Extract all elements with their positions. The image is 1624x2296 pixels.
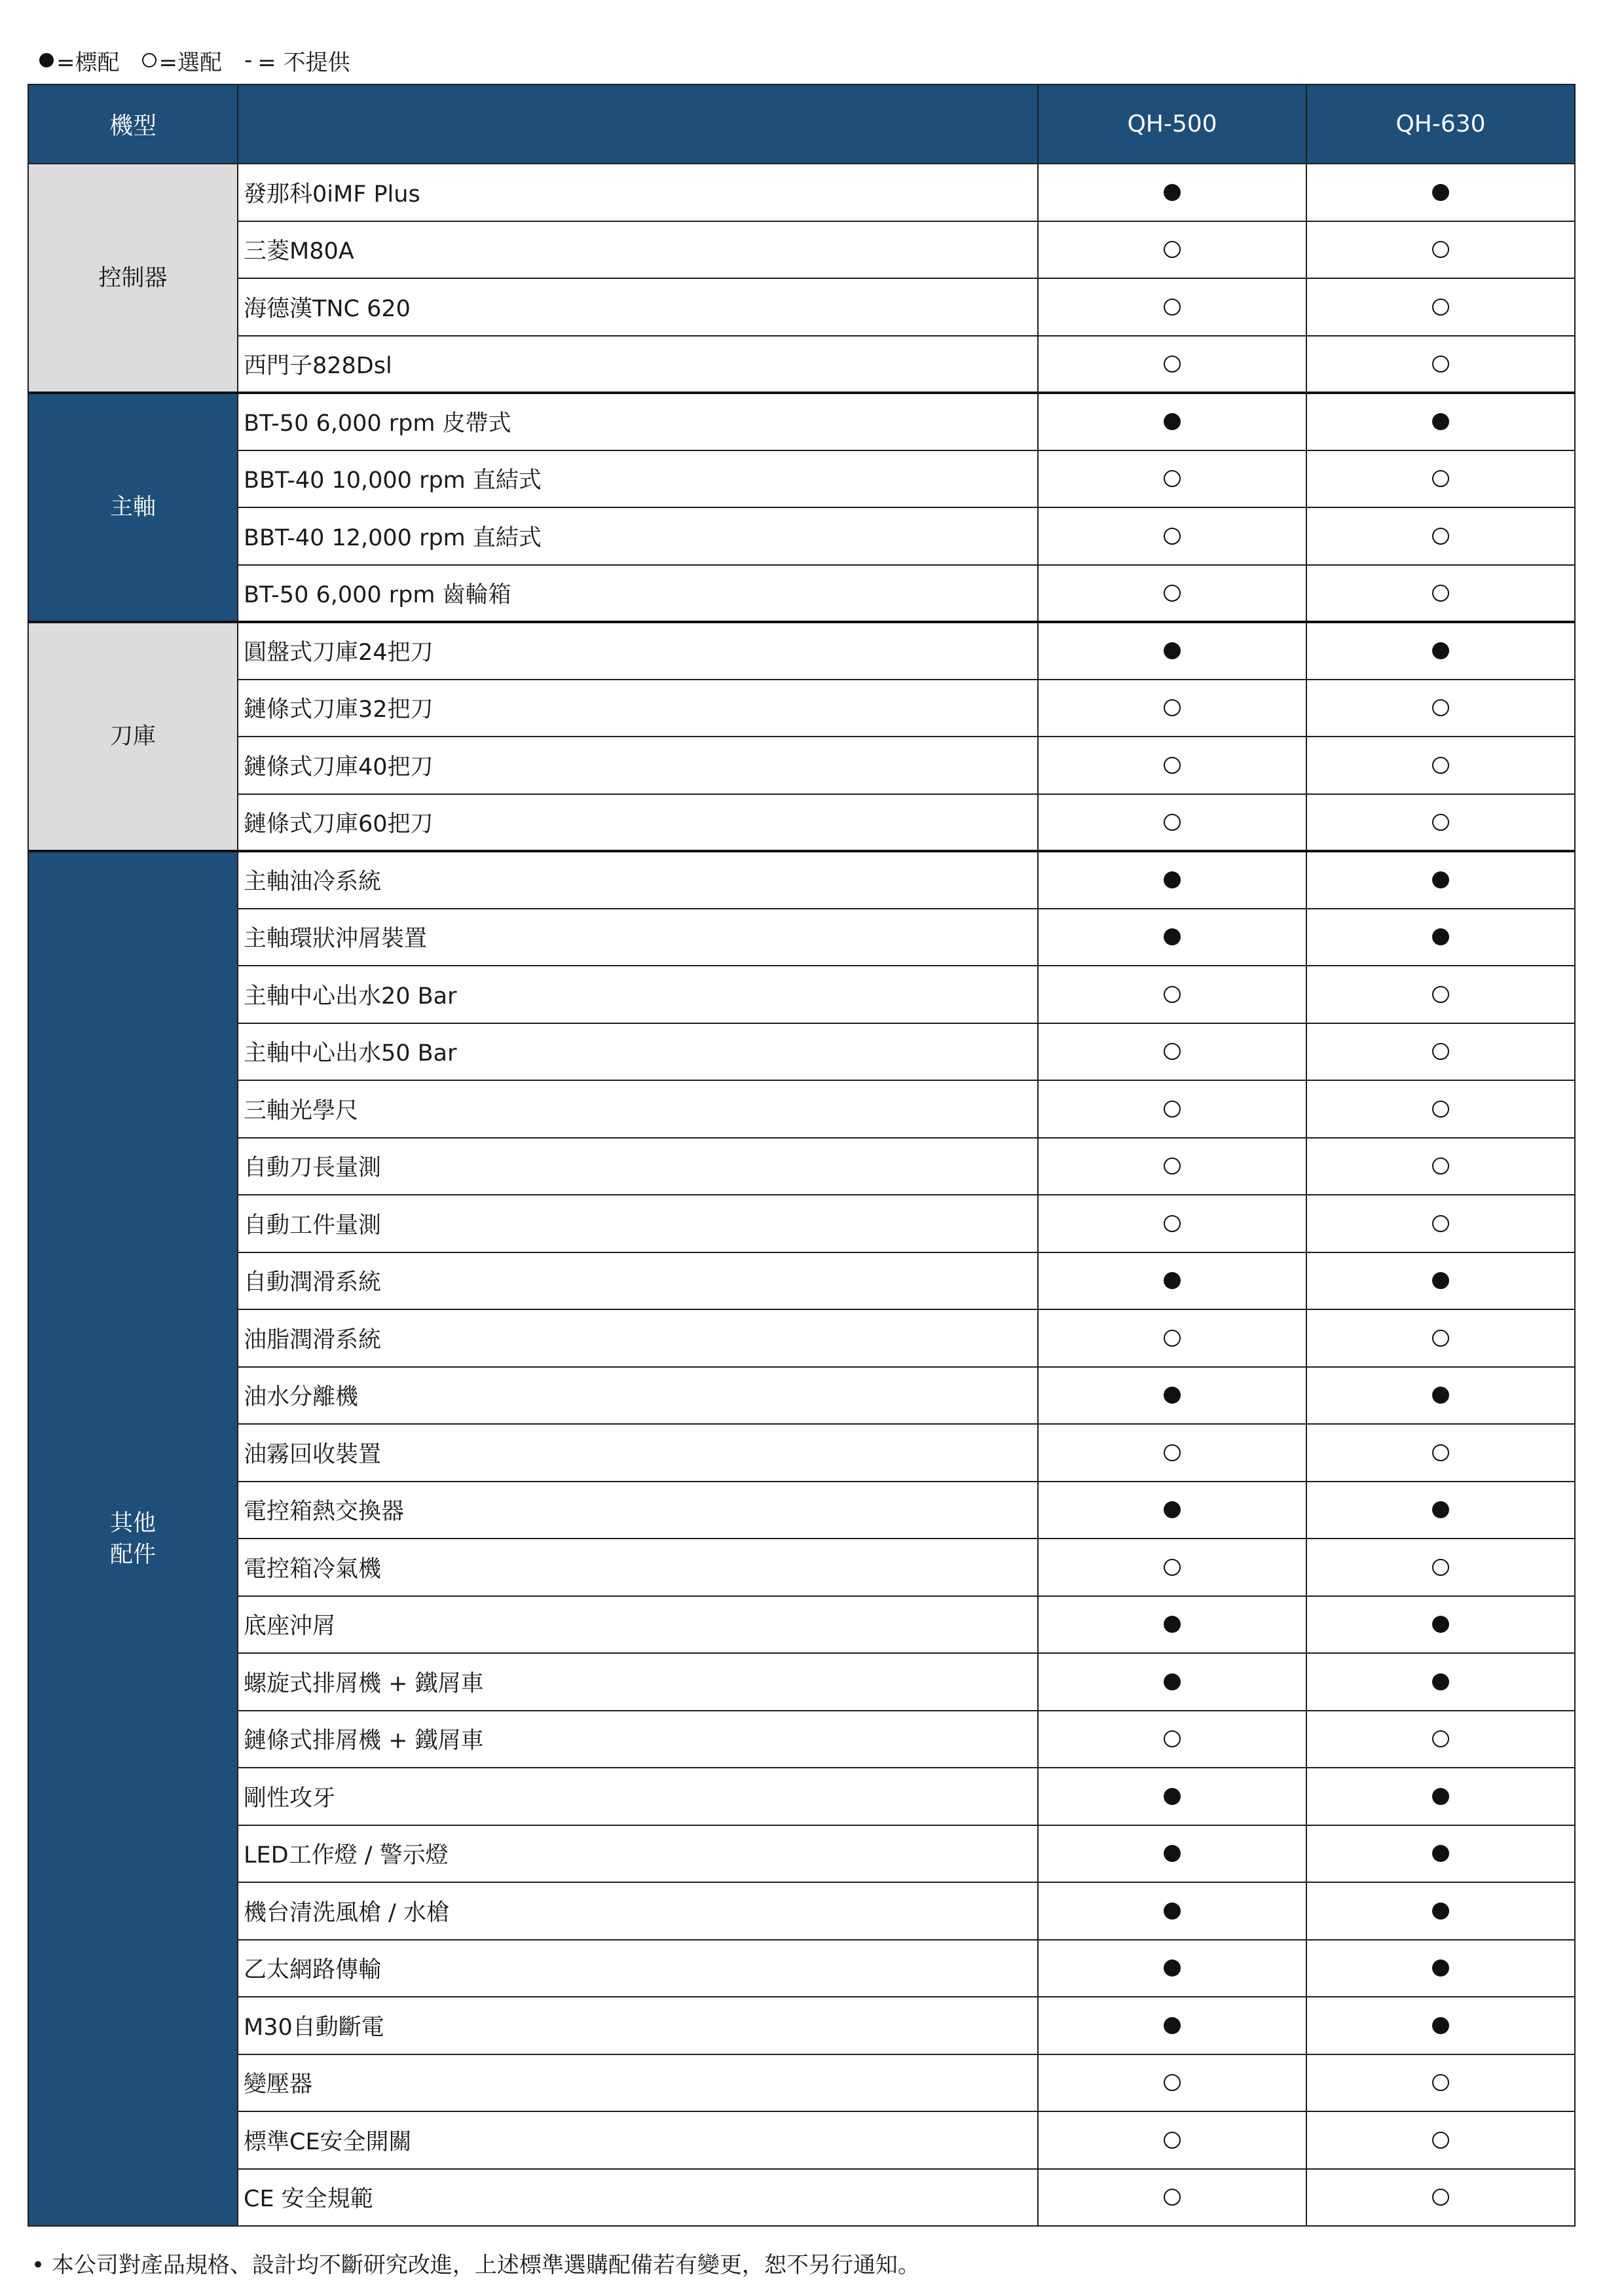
mark-cell xyxy=(1306,1252,1575,1310)
mark-cell xyxy=(1038,2054,1306,2112)
table-row xyxy=(28,1080,1575,1138)
item-name-cell: 底座沖屑 xyxy=(238,1596,1038,1654)
item-name-cell: 機台清洗風槍 / 水槍 xyxy=(238,1882,1038,1940)
mark-cell xyxy=(1038,851,1306,909)
mark-cell xyxy=(1038,278,1306,336)
hollow-circle-icon xyxy=(1164,1330,1181,1347)
item-name-cell: 主軸油冷系統 xyxy=(238,851,1038,909)
table-row xyxy=(28,1424,1575,1482)
table-row xyxy=(28,221,1575,279)
category-cell: 其他 配件 xyxy=(28,851,238,2226)
hollow-circle-icon xyxy=(1164,1730,1181,1747)
mark-cell xyxy=(1306,2111,1575,2169)
filled-circle-icon xyxy=(1164,1845,1181,1862)
item-name-cell: BT-50 6,000 rpm 皮帶式 xyxy=(238,393,1038,450)
hollow-circle-icon xyxy=(1432,1330,1449,1347)
mark-cell xyxy=(1038,1482,1306,1539)
item-name-cell: 主軸環狀沖屑裝置 xyxy=(238,909,1038,966)
hollow-circle-icon xyxy=(1164,757,1181,774)
hollow-circle-icon xyxy=(1164,1559,1181,1576)
mark-cell xyxy=(1306,2169,1575,2227)
table-row xyxy=(28,1882,1575,1940)
item-name-cell: BT-50 6,000 rpm 齒輪箱 xyxy=(238,565,1038,623)
filled-circle-icon xyxy=(1164,871,1181,888)
table-row xyxy=(28,794,1575,852)
hollow-circle-icon xyxy=(1432,1215,1449,1232)
hollow-circle-icon xyxy=(1432,1559,1449,1576)
category-cell: 刀庫 xyxy=(28,622,238,851)
item-name-cell: 螺旋式排屑機 + 鐵屑車 xyxy=(238,1653,1038,1711)
item-name-cell: 乙太網路傳輸 xyxy=(238,1940,1038,1997)
mark-cell xyxy=(1306,1138,1575,1195)
mark-cell xyxy=(1306,1711,1575,1768)
item-name-cell: 鏈條式排屑機 + 鐵屑車 xyxy=(238,1711,1038,1768)
mark-cell xyxy=(1038,909,1306,966)
filled-circle-icon xyxy=(1164,2017,1181,2034)
mark-cell xyxy=(1038,1768,1306,1825)
filled-circle-icon xyxy=(1164,413,1181,430)
legend-optional xyxy=(142,45,223,77)
filled-circle-icon xyxy=(1432,184,1449,201)
filled-circle-icon xyxy=(1164,642,1181,659)
table-row xyxy=(28,1997,1575,2054)
hollow-circle-icon xyxy=(1432,1730,1449,1747)
mark-cell xyxy=(1038,1940,1306,1997)
hollow-circle-icon xyxy=(1432,699,1449,716)
hollow-circle-icon xyxy=(1164,299,1181,316)
table-row xyxy=(28,622,1575,680)
hollow-circle-icon xyxy=(1432,241,1449,258)
spec-body xyxy=(28,164,1575,2226)
filled-circle-icon xyxy=(1164,1501,1181,1518)
mark-cell xyxy=(1306,1596,1575,1654)
filled-circle-icon xyxy=(1432,871,1449,888)
header-row xyxy=(28,84,1575,164)
mark-cell xyxy=(1038,164,1306,221)
mark-cell xyxy=(1038,2111,1306,2169)
filled-circle-icon xyxy=(1164,1272,1181,1289)
mark-cell xyxy=(1038,336,1306,393)
mark-cell xyxy=(1038,565,1306,623)
filled-circle-icon xyxy=(1432,1788,1449,1805)
mark-cell xyxy=(1306,1539,1575,1596)
mark-cell xyxy=(1038,393,1306,450)
mark-cell xyxy=(1038,1367,1306,1425)
table-row xyxy=(28,2111,1575,2169)
hollow-circle-icon xyxy=(1432,757,1449,774)
item-name-cell: 油水分離機 xyxy=(238,1367,1038,1425)
table-row xyxy=(28,1539,1575,1596)
filled-circle-icon xyxy=(1432,1387,1449,1404)
mark-cell xyxy=(1306,1367,1575,1425)
filled-circle-icon xyxy=(39,53,54,67)
hollow-circle-icon xyxy=(1164,986,1181,1003)
mark-cell xyxy=(1306,1825,1575,1883)
mark-cell xyxy=(1306,1482,1575,1539)
legend xyxy=(39,43,373,77)
filled-circle-icon xyxy=(1164,1788,1181,1805)
mark-cell xyxy=(1038,1195,1306,1252)
mark-cell xyxy=(1038,450,1306,508)
mark-cell xyxy=(1306,2054,1575,2112)
mark-cell xyxy=(1038,221,1306,279)
filled-circle-icon xyxy=(1432,1903,1449,1920)
hollow-circle-icon xyxy=(1164,1043,1181,1060)
mark-cell xyxy=(1306,336,1575,393)
hollow-circle-icon xyxy=(1432,299,1449,316)
mark-cell xyxy=(1306,680,1575,737)
hollow-circle-icon xyxy=(1432,585,1449,602)
hollow-circle-icon xyxy=(1164,1101,1181,1118)
legend-standard xyxy=(39,45,120,77)
mark-cell xyxy=(1038,1997,1306,2054)
mark-cell xyxy=(1306,1424,1575,1482)
filled-circle-icon xyxy=(1432,413,1449,430)
hollow-circle-icon xyxy=(1164,528,1181,545)
table-row xyxy=(28,1940,1575,1997)
mark-cell xyxy=(1038,680,1306,737)
mark-cell xyxy=(1306,737,1575,794)
item-name-cell: 剛性攻牙 xyxy=(238,1768,1038,1825)
table-row xyxy=(28,851,1575,909)
table-row xyxy=(28,1711,1575,1768)
mark-cell xyxy=(1038,1309,1306,1367)
table-row xyxy=(28,1367,1575,1425)
item-name-cell: 油霧回收裝置 xyxy=(238,1424,1038,1482)
hollow-circle-icon xyxy=(1164,814,1181,831)
mark-cell xyxy=(1306,1080,1575,1138)
item-name-cell: 自動工件量測 xyxy=(238,1195,1038,1252)
model-label-header: 機型 xyxy=(28,84,238,164)
item-name-cell: 主軸中心出水20 Bar xyxy=(238,966,1038,1023)
mark-cell xyxy=(1038,1653,1306,1711)
mark-cell xyxy=(1038,1252,1306,1310)
hollow-circle-icon xyxy=(1432,986,1449,1003)
hollow-circle-icon xyxy=(1432,814,1449,831)
mark-cell xyxy=(1306,1940,1575,1997)
mark-cell xyxy=(1306,1653,1575,1711)
table-row xyxy=(28,1768,1575,1825)
table-row xyxy=(28,909,1575,966)
mark-cell xyxy=(1306,164,1575,221)
mark-cell xyxy=(1038,794,1306,852)
item-name-cell: 電控箱冷氣機 xyxy=(238,1539,1038,1596)
model-header-qh500: QH-500 xyxy=(1038,84,1306,164)
mark-cell xyxy=(1038,507,1306,565)
table-row xyxy=(28,680,1575,737)
table-row xyxy=(28,2169,1575,2227)
hollow-circle-icon xyxy=(1164,585,1181,602)
mark-cell xyxy=(1306,221,1575,279)
item-name-cell: 圓盤式刀庫24把刀 xyxy=(238,622,1038,680)
mark-cell xyxy=(1306,278,1575,336)
item-name-cell: 發那科0iMF Plus xyxy=(238,164,1038,221)
legend-not-provided-label: = 不提供 xyxy=(257,49,350,76)
item-name-cell: 油脂潤滑系統 xyxy=(238,1309,1038,1367)
mark-cell xyxy=(1038,1539,1306,1596)
mark-cell xyxy=(1306,565,1575,623)
filled-circle-icon xyxy=(1432,642,1449,659)
footnote: • 本公司對產品規格、設計均不斷研究改進，上述標準選購配備若有變更，恕不另行通知。 xyxy=(31,2252,920,2278)
hollow-circle-icon xyxy=(1164,1215,1181,1232)
item-name-cell: 電控箱熱交換器 xyxy=(238,1482,1038,1539)
table-row xyxy=(28,737,1575,794)
item-name-cell: LED工作燈 / 警示燈 xyxy=(238,1825,1038,1883)
hollow-circle-icon xyxy=(1164,1157,1181,1175)
mark-cell xyxy=(1038,622,1306,680)
table-row xyxy=(28,2054,1575,2112)
filled-circle-icon xyxy=(1432,1616,1449,1633)
mark-cell xyxy=(1038,966,1306,1023)
filled-circle-icon xyxy=(1432,2017,1449,2034)
filled-circle-icon xyxy=(1164,1959,1181,1977)
mark-cell xyxy=(1306,1023,1575,1081)
table-row xyxy=(28,1825,1575,1883)
item-name-cell: CE 安全規範 xyxy=(238,2169,1038,2227)
filled-circle-icon xyxy=(1432,928,1449,945)
item-name-cell: 鏈條式刀庫60把刀 xyxy=(238,794,1038,852)
hollow-circle-icon xyxy=(1432,1157,1449,1175)
item-name-cell: 主軸中心出水50 Bar xyxy=(238,1023,1038,1081)
hollow-circle-icon xyxy=(1432,2189,1449,2206)
legend-standard-label: =標配 xyxy=(56,49,120,76)
mark-cell xyxy=(1306,909,1575,966)
hollow-circle-icon xyxy=(1164,241,1181,258)
table-row xyxy=(28,450,1575,508)
table-row xyxy=(28,1309,1575,1367)
mark-cell xyxy=(1306,1195,1575,1252)
table-row xyxy=(28,966,1575,1023)
mark-cell xyxy=(1306,1309,1575,1367)
mark-cell xyxy=(1038,737,1306,794)
hollow-circle-icon xyxy=(1164,470,1181,487)
hollow-circle-icon xyxy=(1432,1101,1449,1118)
item-name-cell: 三菱M80A xyxy=(238,221,1038,279)
hollow-circle-icon xyxy=(142,53,157,67)
item-name-cell: BBT-40 12,000 rpm 直結式 xyxy=(238,507,1038,565)
mark-cell xyxy=(1038,1080,1306,1138)
filled-circle-icon xyxy=(1432,1501,1449,1518)
hollow-circle-icon xyxy=(1164,1444,1181,1461)
mark-cell xyxy=(1038,1825,1306,1883)
mark-cell xyxy=(1038,2169,1306,2227)
hollow-circle-icon xyxy=(1432,355,1449,373)
filled-circle-icon xyxy=(1164,1903,1181,1920)
hollow-circle-icon xyxy=(1164,2132,1181,2149)
filled-circle-icon xyxy=(1432,1845,1449,1862)
mark-cell xyxy=(1306,393,1575,450)
item-name-cell: 三軸光學尺 xyxy=(238,1080,1038,1138)
table-row xyxy=(28,1482,1575,1539)
mark-cell xyxy=(1306,622,1575,680)
table-row xyxy=(28,1023,1575,1081)
table-row xyxy=(28,1252,1575,1310)
hollow-circle-icon xyxy=(1432,1444,1449,1461)
item-name-cell: BBT-40 10,000 rpm 直結式 xyxy=(238,450,1038,508)
filled-circle-icon xyxy=(1164,1673,1181,1690)
table-row xyxy=(28,507,1575,565)
mark-cell xyxy=(1306,507,1575,565)
mark-cell xyxy=(1306,450,1575,508)
table-row xyxy=(28,1195,1575,1252)
hollow-circle-icon xyxy=(1164,699,1181,716)
filled-circle-icon xyxy=(1164,1616,1181,1633)
table-row xyxy=(28,278,1575,336)
hollow-circle-icon xyxy=(1164,2189,1181,2206)
filled-circle-icon xyxy=(1432,1673,1449,1690)
table-row xyxy=(28,1138,1575,1195)
mark-cell xyxy=(1038,1882,1306,1940)
hollow-circle-icon xyxy=(1432,2074,1449,2091)
table-row xyxy=(28,336,1575,393)
hollow-circle-icon xyxy=(1164,2074,1181,2091)
hollow-circle-icon xyxy=(1432,470,1449,487)
filled-circle-icon xyxy=(1164,928,1181,945)
mark-cell xyxy=(1306,1997,1575,2054)
legend-not-provided xyxy=(244,45,350,77)
table-row xyxy=(28,565,1575,623)
mark-cell xyxy=(1038,1138,1306,1195)
item-name-cell: 鏈條式刀庫40把刀 xyxy=(238,737,1038,794)
category-cell: 主軸 xyxy=(28,393,238,622)
item-name-cell: 自動刀長量測 xyxy=(238,1138,1038,1195)
filled-circle-icon xyxy=(1164,1387,1181,1404)
item-name-cell: 自動潤滑系統 xyxy=(238,1252,1038,1310)
item-name-cell: 西門子828Dsl xyxy=(238,336,1038,393)
filled-circle-icon xyxy=(1432,1272,1449,1289)
item-name-cell: 海德漢TNC 620 xyxy=(238,278,1038,336)
mark-cell xyxy=(1306,1882,1575,1940)
mark-cell xyxy=(1038,1711,1306,1768)
filled-circle-icon xyxy=(1432,1959,1449,1977)
mark-cell xyxy=(1038,1424,1306,1482)
mark-cell xyxy=(1306,1768,1575,1825)
mark-cell xyxy=(1306,794,1575,852)
hollow-circle-icon xyxy=(1164,355,1181,373)
table-row xyxy=(28,1596,1575,1654)
item-name-cell: 變壓器 xyxy=(238,2054,1038,2112)
blank-header xyxy=(238,84,1038,164)
hollow-circle-icon xyxy=(1432,1043,1449,1060)
mark-cell xyxy=(1306,966,1575,1023)
dash-symbol: - xyxy=(244,47,253,73)
hollow-circle-icon xyxy=(1432,528,1449,545)
hollow-circle-icon xyxy=(1432,2132,1449,2149)
spec-table xyxy=(28,84,1576,2227)
legend-optional-label: =選配 xyxy=(158,49,222,76)
table-row xyxy=(28,393,1575,450)
table-row xyxy=(28,164,1575,221)
item-name-cell: 標準CE安全開關 xyxy=(238,2111,1038,2169)
mark-cell xyxy=(1306,851,1575,909)
mark-cell xyxy=(1038,1596,1306,1654)
table-row xyxy=(28,1653,1575,1711)
mark-cell xyxy=(1038,1023,1306,1081)
category-cell: 控制器 xyxy=(28,164,238,393)
filled-circle-icon xyxy=(1164,184,1181,201)
item-name-cell: 鏈條式刀庫32把刀 xyxy=(238,680,1038,737)
item-name-cell: M30自動斷電 xyxy=(238,1997,1038,2054)
model-header-qh630: QH-630 xyxy=(1306,84,1575,164)
